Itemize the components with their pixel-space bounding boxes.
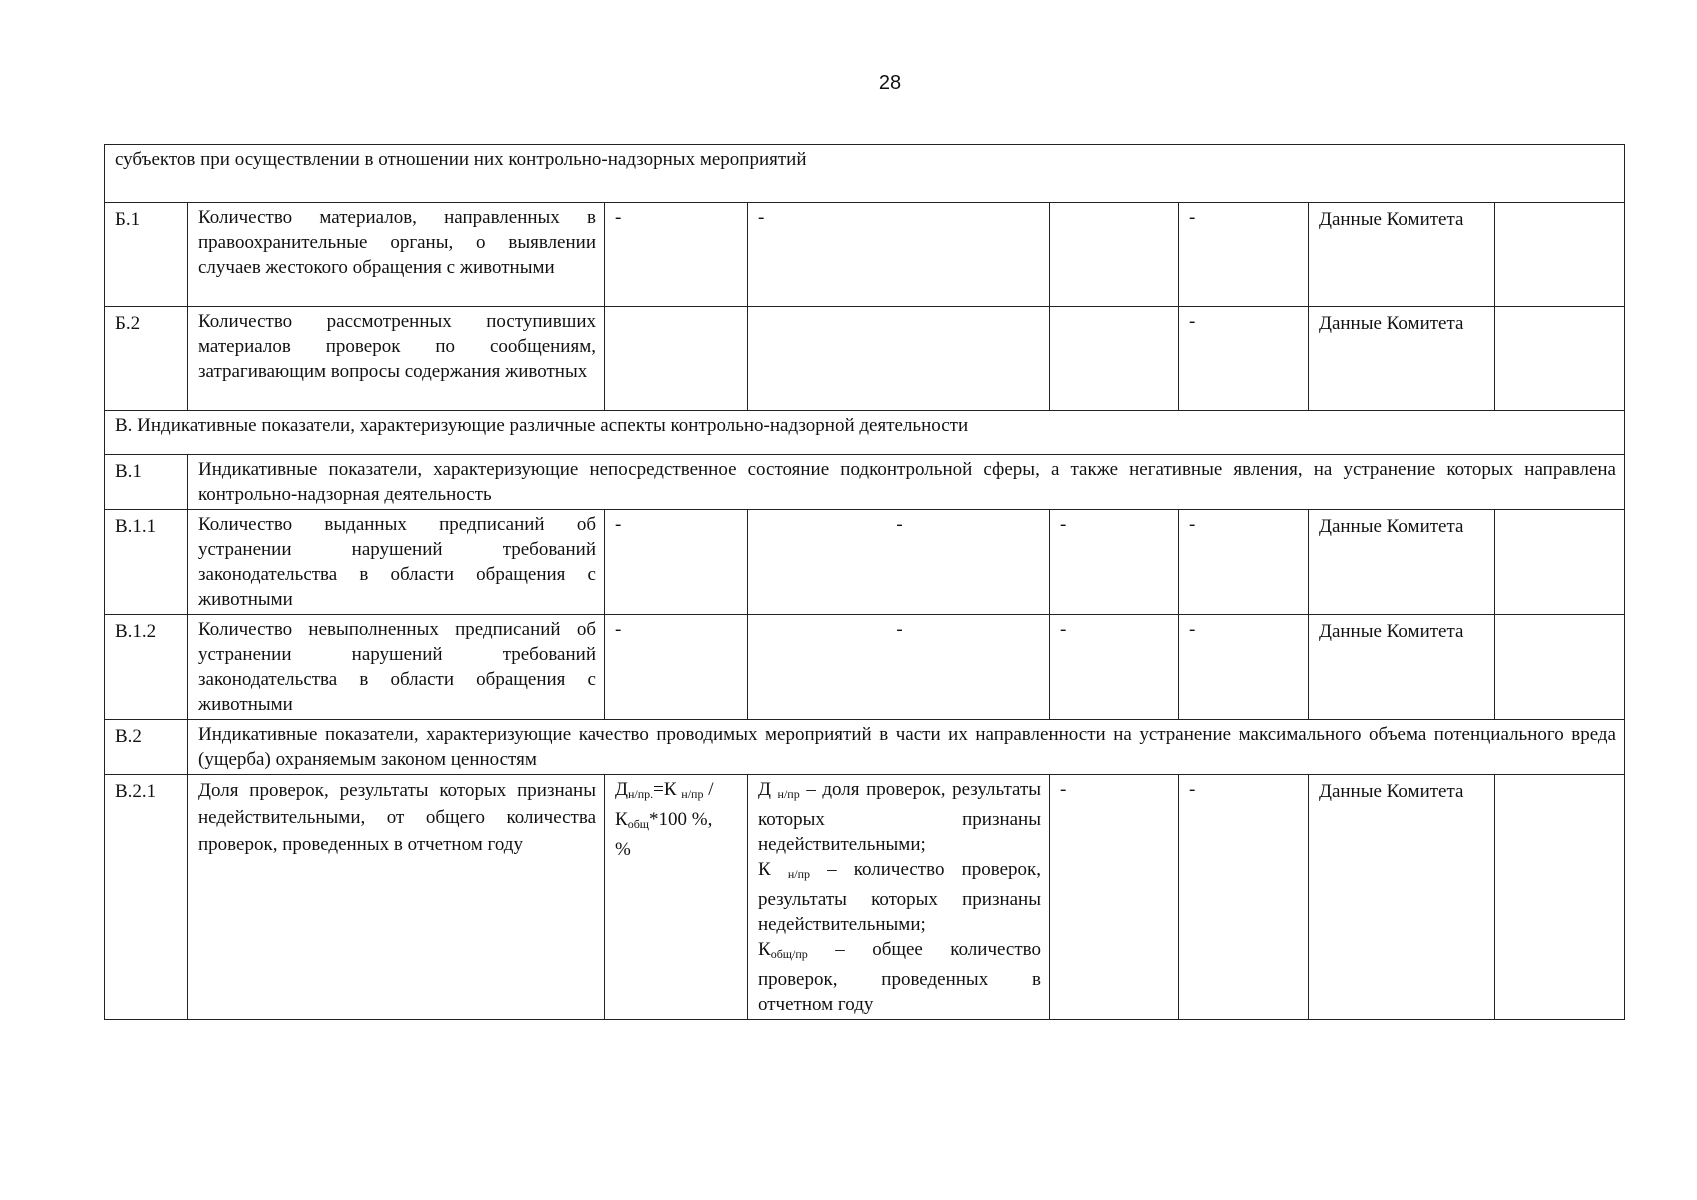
definition-item: К $_{н/пр}$ – количество проверок, результаты которых признаны недействительными; [758,859,1042,935]
row-code: В.2.1 [105,775,188,1020]
continuation-row [105,145,1625,203]
value-cell: - [1179,615,1309,720]
subsection-v2-row [105,720,1625,775]
table-row-b2 [105,307,1625,411]
value-cell [1050,203,1179,307]
empty-cell [1495,510,1625,615]
table-row-v21 [105,775,1625,1020]
indicator-name: Количество выданных предписаний об устранении нарушений требований законодательства в области обращения с животными [188,510,605,615]
row-code: В.1 [105,455,188,510]
row-code: В.1.1 [105,510,188,615]
value-cell: - [1179,775,1309,1020]
formula-cell: - [605,615,748,720]
table-row-v12 [105,615,1625,720]
page-number: 28 [878,72,902,94]
value-cell: - [1179,203,1309,307]
indicator-name: Количество материалов, направленных в правоохранительные органы, о выявлении случаев жестокого обращения с животными [188,203,605,307]
value-cell: - [1050,615,1179,720]
definition-cell: - [748,203,1050,307]
definition-cell: - [748,615,1050,720]
empty-cell [1495,307,1625,411]
indicator-name: Количество рассмотренных поступивших материалов проверок по сообщениям, затрагивающим вопросы содержания животных [188,307,605,411]
formula-cell: - [605,510,748,615]
value-cell: - [1050,775,1179,1020]
indicator-name: Доля проверок, результаты которых признаны недействительными, от общего количества проверок, проведенных в отчетном году [188,775,605,1020]
indicator-name: Количество невыполненных предписаний об устранении нарушений требований законодательства в области обращения с животными [188,615,605,720]
section-title: В. Индикативные показатели, характеризующие различные аспекты контрольно-надзорной деятельности [105,411,1625,455]
source-cell: Данные Комитета [1309,203,1495,307]
subsection-v1-row [105,455,1625,510]
subsection-text: Индикативные показатели, характеризующие непосредственное состояние подконтрольной сферы, а также негативные явления, на устранение которых направлена контрольно-надзорная деятельность [188,455,1625,510]
formula-cell: - [605,203,748,307]
definition-item: Д $_{н/пр}$ – доля проверок, результаты которых признаны недействительными; [758,779,1042,855]
definition-item: $К_{общ/пр}$ – общее количество проверок, проведенных в отчетном году [758,939,1042,1015]
row-code: В.1.2 [105,615,188,720]
definition-cell [748,307,1050,411]
source-cell: Данные Комитета [1309,775,1495,1020]
source-cell: Данные Комитета [1309,615,1495,720]
value-cell: - [1179,510,1309,615]
continuation-text: субъектов при осуществлении в отношении них контрольно-надзорных мероприятий [105,145,1625,203]
source-cell: Данные Комитета [1309,510,1495,615]
row-code: Б.1 [105,203,188,307]
table-row-b1 [105,203,1625,307]
definition-cell [748,775,1050,1020]
row-code: В.2 [105,720,188,775]
subsection-text: Индикативные показатели, характеризующие качество проводимых мероприятий в части их направленности на устранение максимального объема потенциального вреда (ущерба) охраняемым законом ценностям [188,720,1625,775]
value-cell: - [1050,510,1179,615]
row-code: Б.2 [105,307,188,411]
table-row-v11 [105,510,1625,615]
definition-cell: - [748,510,1050,615]
section-v-row [105,411,1625,455]
empty-cell [1495,615,1625,720]
empty-cell [1495,203,1625,307]
value-cell: - [1179,307,1309,411]
source-cell: Данные Комитета [1309,307,1495,411]
formula-cell: $Д_{н/пр.}=К$ $_{н/пр}$ / $К_{общ}*100$ %, % [605,775,748,1020]
empty-cell [1495,775,1625,1020]
formula-cell [605,307,748,411]
indicators-table [104,144,1625,1020]
value-cell [1050,307,1179,411]
